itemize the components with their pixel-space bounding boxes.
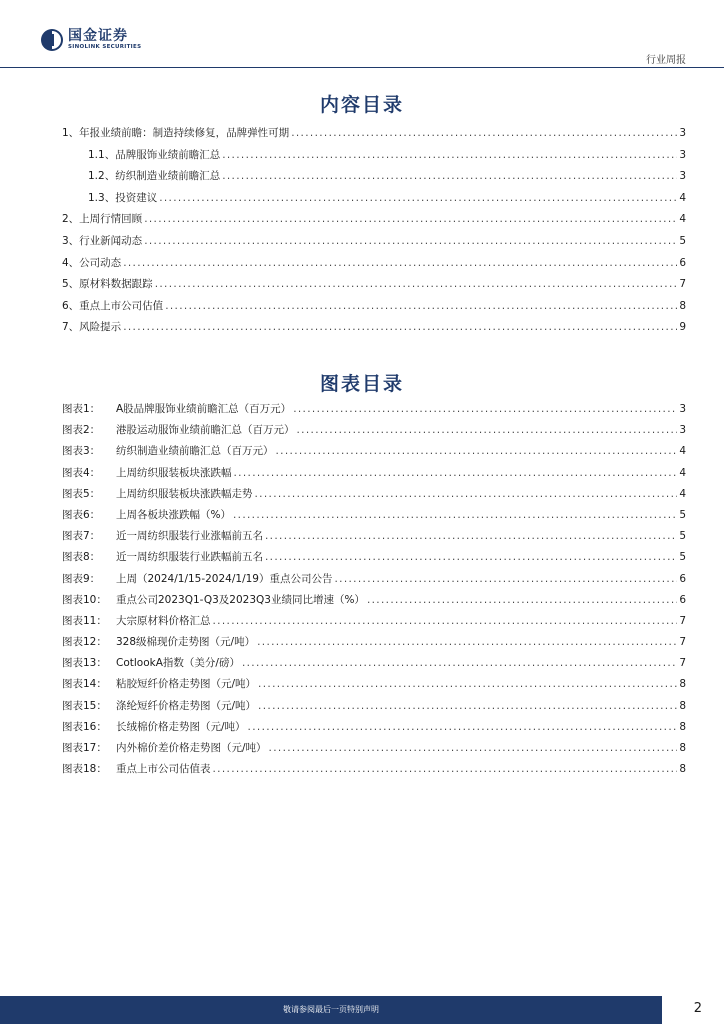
toc-entry-label: 3、行业新闻动态 <box>62 234 143 247</box>
toc-leader-dots <box>233 509 677 521</box>
figure-entry-number: 图表15： <box>62 699 107 712</box>
figure-entry-page: 8 <box>679 678 686 691</box>
toc-leader-dots <box>265 530 677 542</box>
figure-entry[interactable] <box>62 549 686 570</box>
toc-leader-dots <box>165 300 677 312</box>
toc-entry-label: 1、年报业绩前瞻：制造持续修复，品牌弹性可期 <box>62 127 290 139</box>
figure-entry-label: 大宗原材料价格汇总 <box>116 614 211 627</box>
toc-leader-dots <box>297 424 678 436</box>
figure-entry-label: 上周（2024/1/15-2024/1/19）重点公司公告 <box>116 572 333 585</box>
figure-entry-number: 图表10： <box>62 593 107 606</box>
figure-entry-label: 近一周纺织服装行业跌幅前五名 <box>116 551 263 564</box>
toc-entry-label: 7、风险提示 <box>62 321 122 334</box>
figure-entry[interactable] <box>62 634 686 655</box>
toc-leader-dots <box>258 678 677 690</box>
figure-entry-label: 港股运动服饰业绩前瞻汇总（百万元） <box>116 424 295 437</box>
toc-leader-dots <box>248 721 678 733</box>
figure-entry-page: 5 <box>679 551 686 564</box>
toc-entry-page: 3 <box>679 148 686 161</box>
figure-entry-number: 图表4： <box>62 466 101 479</box>
toc-leader-dots <box>258 700 677 712</box>
toc-entry-page: 3 <box>679 170 686 183</box>
figure-entry[interactable] <box>62 740 686 761</box>
figure-entry-number: 图表18： <box>62 763 107 776</box>
figure-entry[interactable] <box>62 443 686 464</box>
toc-leader-dots <box>276 445 678 457</box>
toc-entry[interactable] <box>62 298 686 320</box>
toc-entry-page: 5 <box>679 234 686 247</box>
toc-entry-page: 6 <box>679 256 686 269</box>
figure-entry-label: 328级棉现价走势图（元/吨） <box>116 636 256 649</box>
toc-entry[interactable] <box>62 255 686 277</box>
toc-leader-dots <box>242 657 677 669</box>
figure-entry-page: 3 <box>679 424 686 437</box>
report-type-label: 行业周报 <box>646 55 686 66</box>
toc-entry-page: 4 <box>679 191 686 204</box>
header-divider <box>0 67 724 68</box>
figure-entry-label: A股品牌服饰业绩前瞻汇总（百万元） <box>116 403 292 415</box>
toc-entry-page: 4 <box>679 213 686 226</box>
figure-entry[interactable] <box>62 465 686 486</box>
figure-entry-number: 图表14： <box>62 678 107 691</box>
toc-leader-dots <box>155 278 678 290</box>
figure-entry-number: 图表6： <box>62 508 101 521</box>
figures-list <box>62 401 686 782</box>
figure-entry-label: 内外棉价差价格走势图（元/吨） <box>116 742 267 754</box>
disclaimer-note: 敬请参阅最后一页特别声明 <box>283 1005 379 1014</box>
toc-entry[interactable] <box>62 125 686 147</box>
figure-entry[interactable] <box>62 719 686 740</box>
figure-entry-number: 图表11： <box>62 614 107 627</box>
toc-entry-page: 7 <box>679 278 686 291</box>
toc-leader-dots <box>257 636 677 648</box>
toc-entry[interactable] <box>62 168 686 190</box>
figure-entry-page: 5 <box>679 508 686 521</box>
toc-entry-page: 3 <box>679 127 686 139</box>
figure-entry-page: 3 <box>679 403 686 415</box>
figure-entry[interactable] <box>62 698 686 719</box>
figure-entry-label: 近一周纺织服装行业涨幅前五名 <box>116 530 263 543</box>
figure-entry[interactable] <box>62 613 686 634</box>
figure-entry-label: 上周各板块涨跌幅（%） <box>116 508 231 521</box>
figure-entry[interactable] <box>62 571 686 592</box>
figure-entry-number: 图表7： <box>62 530 101 543</box>
figure-entry-number: 图表9： <box>62 572 101 585</box>
figure-entry-label: 纺织制造业绩前瞻汇总（百万元） <box>116 445 274 458</box>
figure-entry-number: 图表8： <box>62 551 101 564</box>
toc-leader-dots <box>234 467 678 479</box>
toc-entry-label: 1.2、纺织制造业绩前瞻汇总 <box>88 170 221 183</box>
toc-entry-label: 1.3、投资建议 <box>88 191 158 204</box>
toc-leader-dots <box>367 594 677 606</box>
toc-entry-label: 6、重点上市公司估值 <box>62 299 164 312</box>
toc-leader-dots <box>213 615 678 627</box>
page-header <box>0 0 724 70</box>
figure-entry-number: 图表17： <box>62 742 107 754</box>
figure-entry[interactable] <box>62 422 686 443</box>
toc-leader-dots <box>144 213 677 225</box>
figure-entry-page: 8 <box>679 720 686 733</box>
figure-entry[interactable] <box>62 401 686 422</box>
sinolink-logo-icon <box>40 28 64 52</box>
company-logo <box>40 28 141 52</box>
toc-leader-dots <box>213 763 678 775</box>
figure-entry-number: 图表2： <box>62 424 101 437</box>
figure-entry-page: 7 <box>679 636 686 649</box>
contents-list <box>62 125 686 341</box>
figure-entry-label: 上周纺织服装板块涨跌幅走势 <box>116 487 253 500</box>
contents-title: 内容目录 <box>319 94 404 116</box>
figure-entry-label: 重点公司2023Q1-Q3及2023Q3业绩同比增速（%） <box>116 593 365 606</box>
figure-entry[interactable] <box>62 761 686 782</box>
figure-entry-page: 8 <box>679 763 686 776</box>
figure-entry-number: 图表13： <box>62 657 107 670</box>
figure-entry[interactable] <box>62 655 686 676</box>
figure-entry-page: 8 <box>679 699 686 712</box>
toc-entry-label: 1.1、品牌服饰业绩前瞻汇总 <box>88 148 221 161</box>
figure-entry-page: 7 <box>679 614 686 627</box>
figure-entry-page: 6 <box>679 572 686 585</box>
figure-entry[interactable] <box>62 486 686 507</box>
toc-entry[interactable] <box>62 233 686 255</box>
toc-entry[interactable] <box>62 211 686 233</box>
figure-entry-label: CotlookA指数（美分/磅） <box>116 657 240 670</box>
toc-entry[interactable] <box>62 147 686 169</box>
figure-entry-page: 7 <box>679 657 686 670</box>
toc-entry[interactable] <box>62 319 686 341</box>
figure-entry-label: 上周纺织服装板块涨跌幅 <box>116 466 232 479</box>
toc-leader-dots <box>159 192 677 204</box>
figure-entry-label: 重点上市公司估值表 <box>116 763 211 776</box>
figure-entry-page: 4 <box>679 487 686 500</box>
figure-entry-number: 图表3： <box>62 445 101 458</box>
figure-entry-label: 长绒棉价格走势图（元/吨） <box>116 720 246 733</box>
toc-entry-label: 4、公司动态 <box>62 256 122 269</box>
toc-entry-label: 5、原材料数据跟踪 <box>62 278 153 291</box>
toc-leader-dots <box>265 551 677 563</box>
toc-leader-dots <box>144 235 677 247</box>
toc-entry-page: 9 <box>679 321 686 334</box>
logo-english-name: SINOLINK SECURITIES <box>68 44 142 51</box>
toc-entry-page: 8 <box>679 299 686 312</box>
toc-leader-dots <box>255 488 678 500</box>
toc-leader-dots <box>293 403 677 415</box>
toc-leader-dots <box>222 149 677 161</box>
figure-entry[interactable] <box>62 528 686 549</box>
figure-entry-page: 4 <box>679 466 686 479</box>
toc-entry-label: 2、上周行情回顾 <box>62 213 143 226</box>
toc-leader-dots <box>222 170 677 182</box>
figures-title: 图表目录 <box>319 373 404 395</box>
figure-entry[interactable] <box>62 507 686 528</box>
figure-entry-label: 涤纶短纤价格走势图（元/吨） <box>116 699 257 712</box>
toc-leader-dots <box>123 321 677 333</box>
toc-entry[interactable] <box>62 276 686 298</box>
figure-entry-label: 粘胶短纤价格走势图（元/吨） <box>116 678 257 691</box>
logo-chinese-name: 国金证券 <box>68 28 128 45</box>
figure-entry-page: 8 <box>679 742 686 754</box>
figure-entry-page: 4 <box>679 445 686 458</box>
figure-entry-number: 图表12： <box>62 636 107 649</box>
figure-entry-number: 图表1： <box>62 403 101 415</box>
toc-leader-dots <box>291 127 677 139</box>
page-number: 2 <box>693 1001 702 1016</box>
figure-entry-number: 图表16： <box>62 720 107 733</box>
toc-entry[interactable] <box>62 190 686 212</box>
toc-leader-dots <box>123 257 677 269</box>
figure-entry-page: 5 <box>679 530 686 543</box>
figure-entry[interactable] <box>62 676 686 697</box>
figure-entry[interactable] <box>62 592 686 613</box>
figure-entry-page: 6 <box>679 593 686 606</box>
toc-leader-dots <box>269 742 678 754</box>
figure-entry-number: 图表5： <box>62 487 101 500</box>
toc-leader-dots <box>334 573 677 585</box>
